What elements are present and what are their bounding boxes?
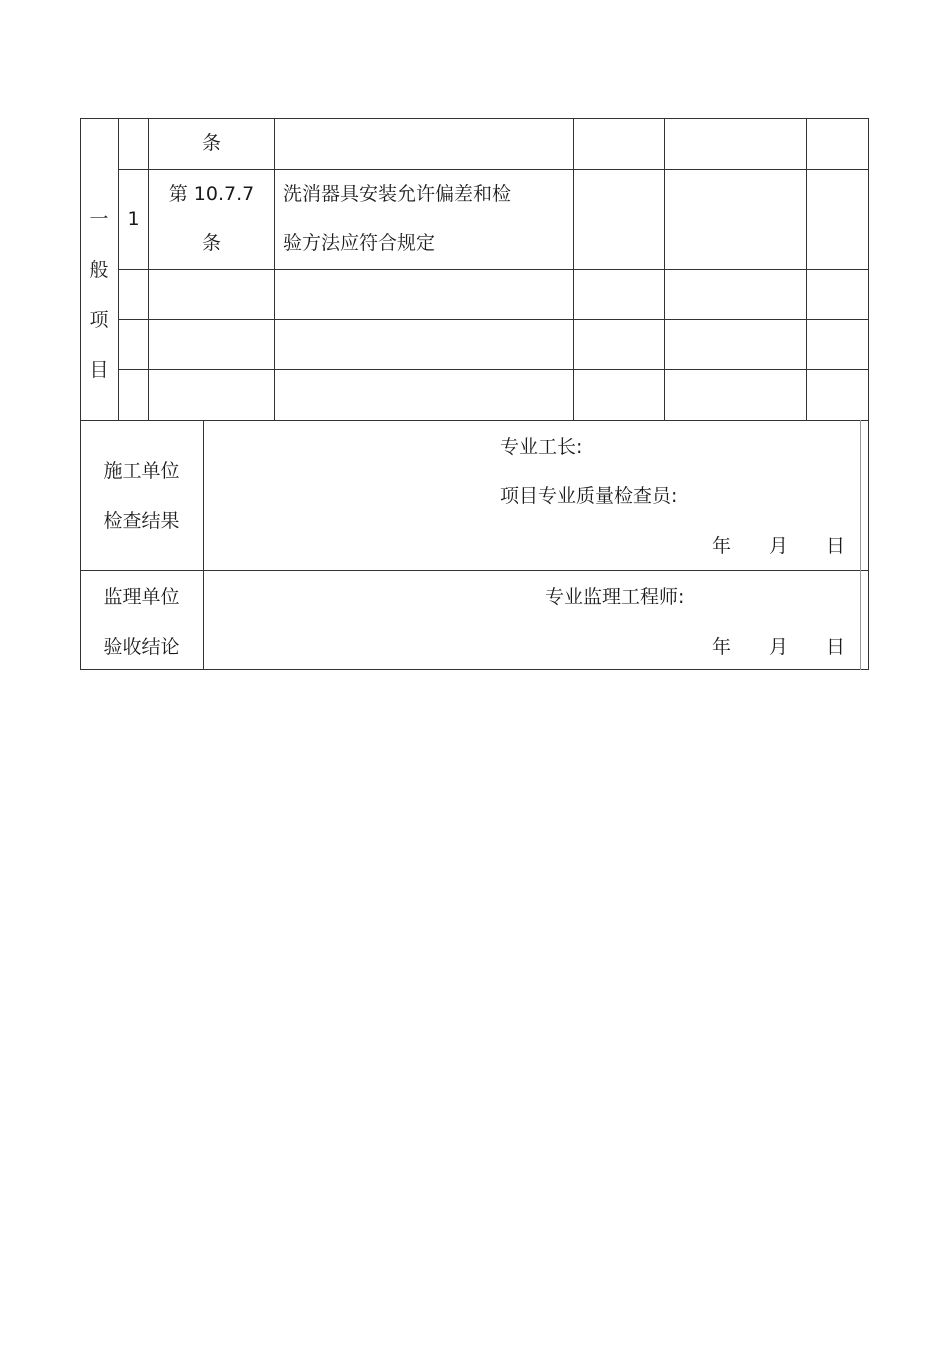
rule (80, 420, 869, 421)
rule (80, 118, 869, 119)
rule (118, 118, 119, 420)
supervising-engineer-label: 专业监理工程师: (545, 586, 685, 608)
rule (860, 420, 861, 670)
date-year: 年 (712, 636, 732, 658)
date-year: 年 (712, 535, 732, 557)
construction-unit-label: 检查结果 (103, 510, 180, 532)
date-day: 日 (826, 535, 846, 557)
category-label-char: 目 (89, 359, 109, 381)
category-label-char: 一 (89, 208, 109, 230)
clause-ref-line2: 条 (201, 232, 221, 254)
foreman-label: 专业工长: (500, 436, 583, 458)
category-label-char: 项 (89, 309, 109, 331)
rule (118, 269, 869, 270)
rule (203, 420, 204, 670)
item-number: 1 (127, 208, 140, 230)
date-day: 日 (826, 636, 846, 658)
rule (573, 118, 574, 420)
category-label-char: 般 (89, 259, 109, 281)
inspection-form (80, 118, 869, 670)
rule (118, 369, 869, 370)
rule (118, 319, 869, 320)
rule (664, 118, 665, 420)
quality-inspector-label: 项目专业质量检查员: (500, 485, 678, 507)
clause-tail-text: 条 (201, 132, 221, 154)
item-content-line2: 验方法应符合规定 (283, 232, 436, 254)
clause-ref-line1: 第 10.7.7 (168, 183, 255, 205)
supervision-unit-label: 验收结论 (103, 636, 180, 658)
item-content-line1: 洗消器具安装允许偏差和检 (283, 183, 512, 205)
rule (118, 169, 869, 170)
construction-unit-label: 施工单位 (103, 460, 180, 482)
rule (148, 118, 149, 420)
rule (80, 570, 869, 571)
rule (806, 118, 807, 420)
rule (80, 669, 869, 670)
date-month: 月 (769, 636, 789, 658)
rule (868, 118, 869, 670)
rule (274, 118, 275, 420)
date-month: 月 (769, 535, 789, 557)
supervision-unit-label: 监理单位 (103, 586, 180, 608)
